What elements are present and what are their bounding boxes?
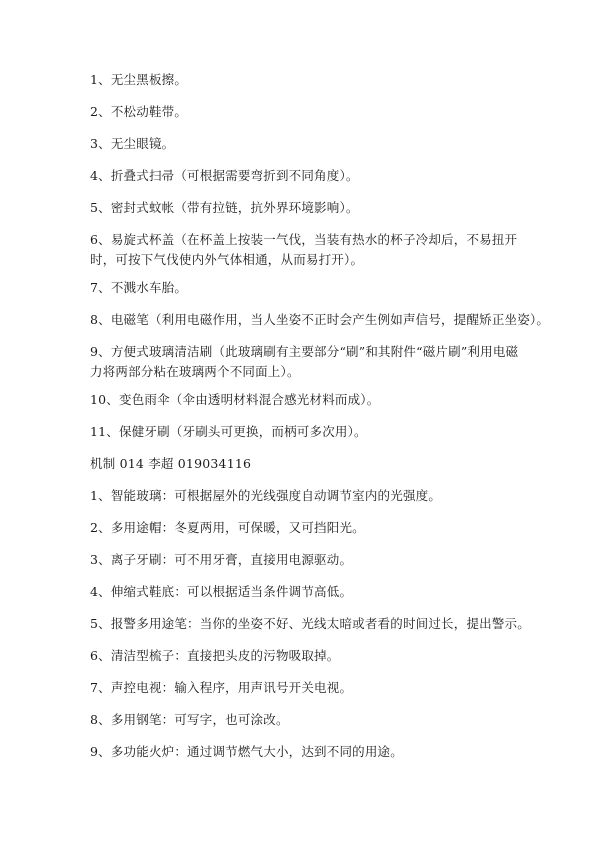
list-a-item-2: 2、不松动鞋带。 [90,104,188,119]
list-a-item-4: 4、折叠式扫帚（可根据需要弯折到不同角度）。 [90,168,359,183]
list-a-item-11: 11、保健牙刷（牙刷头可更换，而柄可多次用）。 [90,424,367,439]
list-b-item-4: 4、伸缩式鞋底：可以根据适当条件调节高低。 [90,584,353,599]
list-b-item-8: 8、多用钢笔：可写字，也可涂改。 [90,712,289,727]
list-b-item-5: 5、报警多用途笔：当你的坐姿不好、光线太暗或者看的时间过长，提出警示。 [90,616,530,631]
list-a-item-1: 1、无尘黑板擦。 [90,72,188,87]
list-a-item-9: 9、方便式玻璃清洁刷（此玻璃刷有主要部分“刷”和其附件“磁片刷”利用电磁力将两部分粘在玻璃两个不同面上）。 [90,344,519,379]
list-b-item-2: 2、多用途帽：冬夏两用，可保暖，又可挡阳光。 [90,520,365,535]
list-b-item-1: 1、智能玻璃：可根据屋外的光线强度自动调节室内的光强度。 [90,488,442,503]
author-line: 机制 014 李超 019034116 [90,456,252,471]
list-a-item-5: 5、密封式蚊帐（带有拉链，抗外界环境影响）。 [90,200,359,215]
list-a-item-3: 3、无尘眼镜。 [90,136,175,151]
list-a-item-6: 6、易旋式杯盖（在杯盖上按装一气伐，当装有热水的杯子冷却后，不易扭开时，可按下气伐使内外气体相通，从而易打开）。 [90,232,518,267]
list-b-item-7: 7、声控电视：输入程序，用声讯号开关电视。 [90,680,353,695]
list-a-item-8: 8、电磁笔（利用电磁作用，当人坐姿不正时会产生例如声信号，提醒矫正坐姿）。 [90,312,550,327]
list-b-item-6: 6、清洁型梳子：直接把头皮的污物吸取掉。 [90,648,340,663]
list-b-item-3: 3、离子牙刷：可不用牙膏，直接用电源驱动。 [90,552,353,567]
list-a-item-10: 10、变色雨伞（伞由透明材料混合感光材料而成）。 [90,392,380,407]
list-b-item-9: 9、多功能火炉：通过调节燃气大小，达到不同的用途。 [90,744,403,759]
list-a-item-7: 7、不溅水车胎。 [90,280,188,295]
